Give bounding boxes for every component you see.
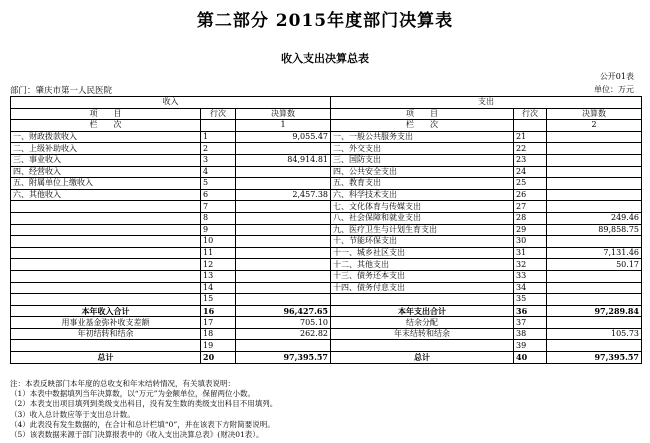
expense-item: 一、一般公共服务支出 <box>331 131 514 143</box>
page-title: 第二部分 2015年度部门决算表 <box>196 11 454 31</box>
income-row-number: 8 <box>201 212 236 224</box>
expense-row-number: 38 <box>514 328 547 340</box>
income-amount <box>236 236 331 248</box>
expense-item: 十、节能环保支出 <box>331 236 514 248</box>
note-line: 注：本表反映部门本年度的总收支和年末结转情况，有关填表说明： <box>10 379 235 388</box>
expense-row-number: 21 <box>514 131 547 143</box>
income-amount <box>236 340 331 352</box>
income-row-number: 7 <box>201 201 236 213</box>
expense-row-number: 31 <box>514 247 547 259</box>
income-item-header: 项 目 <box>11 108 201 120</box>
expense-item: 年末结转和结余 <box>331 328 514 340</box>
expense-amount <box>547 178 642 190</box>
table-row <box>11 178 642 190</box>
income-row-number: 3 <box>201 154 236 166</box>
income-row-number: 20 <box>201 352 236 364</box>
table-row <box>11 143 642 155</box>
expense-row-number: 29 <box>514 224 547 236</box>
expense-amount <box>547 166 642 178</box>
income-row-number: 17 <box>201 317 236 329</box>
expense-item: 十二、其他支出 <box>331 259 514 271</box>
expense-amount <box>547 317 642 329</box>
income-row-number: 4 <box>201 166 236 178</box>
expense-item: 三、国防支出 <box>331 154 514 166</box>
table-row <box>11 317 642 329</box>
table-row <box>11 247 642 259</box>
table-row <box>11 340 642 352</box>
income-amount <box>236 143 331 155</box>
table-row <box>11 189 642 201</box>
expense-amount: 97,289.84 <box>547 305 642 317</box>
table-row <box>11 154 642 166</box>
expense-amount: 105.73 <box>547 328 642 340</box>
table-row <box>11 270 642 282</box>
income-item <box>11 236 201 248</box>
income-amount: 96,427.65 <box>236 305 331 317</box>
income-item: 用事业基金弥补收支差额 <box>11 317 201 329</box>
expense-column-number: 2 <box>547 120 642 132</box>
note-line: （2）本表支出项目填列到类级支出科目，没有发生数的类级支出科目不用填列。 <box>10 399 278 409</box>
income-row-number: 13 <box>201 270 236 282</box>
income-item <box>11 294 201 306</box>
expense-item: 八、社会保障和就业支出 <box>331 212 514 224</box>
income-row-number: 5 <box>201 178 236 190</box>
income-header: 收入 <box>11 97 331 109</box>
income-item: 一、财政拨款收入 <box>11 131 201 143</box>
form-number: 公开01表 <box>599 72 634 81</box>
expense-item: 二、外交支出 <box>331 143 514 155</box>
income-item: 四、经营收入 <box>11 166 201 178</box>
income-row-number: 15 <box>201 294 236 306</box>
income-row-number: 19 <box>201 340 236 352</box>
expense-row-number: 27 <box>514 201 547 213</box>
expense-amount <box>547 270 642 282</box>
table-row <box>11 305 642 317</box>
note-line: （5）该表数据来源于部门决算报表中的《收入支出决算总表》(财决01表）。 <box>10 430 264 440</box>
expense-item: 本年支出合计 <box>331 305 514 317</box>
expense-item: 十四、债务付息支出 <box>331 282 514 294</box>
income-item <box>11 270 201 282</box>
income-amount: 705.10 <box>236 317 331 329</box>
table-row <box>11 259 642 271</box>
expense-row-number: 36 <box>514 305 547 317</box>
table-row <box>11 131 642 143</box>
expense-amount <box>547 154 642 166</box>
income-item: 五、附属单位上缴收入 <box>11 178 201 190</box>
income-amount <box>236 282 331 294</box>
expense-amount <box>547 143 642 155</box>
table-title: 收入支出决算总表 <box>281 52 369 65</box>
expense-item: 总计 <box>331 352 514 364</box>
table-row <box>11 166 642 178</box>
expense-amount <box>547 282 642 294</box>
income-amount: 9,055.47 <box>236 131 331 143</box>
income-item: 三、事业收入 <box>11 154 201 166</box>
expense-row-number: 35 <box>514 294 547 306</box>
income-item: 总计 <box>11 352 201 364</box>
income-amount <box>236 247 331 259</box>
income-amount <box>236 178 331 190</box>
expense-amount <box>547 294 642 306</box>
income-item <box>11 259 201 271</box>
income-row-number: 12 <box>201 259 236 271</box>
unit-label: 单位：万元 <box>594 85 634 94</box>
expense-row-number: 37 <box>514 317 547 329</box>
income-row-number: 11 <box>201 247 236 259</box>
income-column-number: 1 <box>236 120 331 132</box>
expense-row-number: 34 <box>514 282 547 294</box>
income-row-number: 14 <box>201 282 236 294</box>
table-row <box>11 328 642 340</box>
income-item <box>11 224 201 236</box>
expense-item: 四、公共安全支出 <box>331 166 514 178</box>
income-row-number: 2 <box>201 143 236 155</box>
expense-item: 六、科学技术支出 <box>331 189 514 201</box>
expense-row-number: 39 <box>514 340 547 352</box>
income-column-blank <box>201 120 236 132</box>
expense-rowno-header: 行次 <box>514 108 547 120</box>
table-row <box>11 212 642 224</box>
expense-item: 十一、城乡社区支出 <box>331 247 514 259</box>
income-amount: 97,395.57 <box>236 352 331 364</box>
expense-amount <box>547 201 642 213</box>
income-item <box>11 340 201 352</box>
expense-row-number: 32 <box>514 259 547 271</box>
expense-amount <box>547 340 642 352</box>
note-line: （1）本表中数据填列当年决算数，以“万元”为金额单位，保留两位小数。 <box>10 389 255 399</box>
table-row <box>11 201 642 213</box>
income-expense-table <box>10 96 642 364</box>
expense-header: 支出 <box>331 97 642 109</box>
expense-amount: 97,395.57 <box>547 352 642 364</box>
income-row-number: 10 <box>201 236 236 248</box>
table-row <box>11 294 642 306</box>
table-row <box>11 352 642 364</box>
table-notes <box>10 379 277 440</box>
expense-item: 九、医疗卫生与计划生育支出 <box>331 224 514 236</box>
income-amount: 2,457.38 <box>236 189 331 201</box>
income-item <box>11 212 201 224</box>
income-amount <box>236 294 331 306</box>
expense-amount: 7,131.46 <box>547 247 642 259</box>
table-row <box>11 236 642 248</box>
expense-item: 七、文化体育与传媒支出 <box>331 201 514 213</box>
income-item <box>11 201 201 213</box>
expense-row-number: 23 <box>514 154 547 166</box>
income-item: 六、其他收入 <box>11 189 201 201</box>
expense-row-number: 26 <box>514 189 547 201</box>
expense-amount <box>547 236 642 248</box>
income-amount: 84,914.81 <box>236 154 331 166</box>
income-amount <box>236 270 331 282</box>
expense-amount: 249.46 <box>547 212 642 224</box>
expense-row-number: 40 <box>514 352 547 364</box>
table-row <box>11 224 642 236</box>
income-item <box>11 247 201 259</box>
expense-item: 结余分配 <box>331 317 514 329</box>
income-amount <box>236 212 331 224</box>
income-column-label: 栏 次 <box>11 120 201 132</box>
income-item: 年初结转和结余 <box>11 328 201 340</box>
expense-amount-header: 决算数 <box>547 108 642 120</box>
expense-row-number: 24 <box>514 166 547 178</box>
table-row <box>11 282 642 294</box>
income-item <box>11 282 201 294</box>
income-item: 本年收入合计 <box>11 305 201 317</box>
income-row-number: 1 <box>201 131 236 143</box>
income-amount <box>236 201 331 213</box>
expense-column-blank <box>514 120 547 132</box>
expense-amount: 50.17 <box>547 259 642 271</box>
expense-amount <box>547 189 642 201</box>
income-row-number: 6 <box>201 189 236 201</box>
expense-row-number: 30 <box>514 236 547 248</box>
expense-row-number: 25 <box>514 178 547 190</box>
expense-item-header: 项 目 <box>331 108 514 120</box>
income-amount <box>236 259 331 271</box>
income-rowno-header: 行次 <box>201 108 236 120</box>
note-line: （4）此表没有发生数据的，在合计和总计栏填“0”，并在该表下方附简要说明。 <box>10 419 275 429</box>
income-row-number: 16 <box>201 305 236 317</box>
expense-column-label: 栏 次 <box>331 120 514 132</box>
expense-item <box>331 340 514 352</box>
income-row-number: 9 <box>201 224 236 236</box>
expense-item <box>331 294 514 306</box>
expense-row-number: 22 <box>514 143 547 155</box>
income-item: 二、上级补助收入 <box>11 143 201 155</box>
income-amount <box>236 166 331 178</box>
department-label: 部门：肇庆市第一人民医院 <box>10 86 113 96</box>
expense-row-number: 28 <box>514 212 547 224</box>
income-amount <box>236 224 331 236</box>
expense-row-number: 33 <box>514 270 547 282</box>
expense-amount: 89,858.75 <box>547 224 642 236</box>
income-row-number: 18 <box>201 328 236 340</box>
income-amount: 262.82 <box>236 328 331 340</box>
expense-item: 五、教育支出 <box>331 178 514 190</box>
expense-item: 十三、债务还本支出 <box>331 270 514 282</box>
income-amount-header: 决算数 <box>236 108 331 120</box>
note-line: （3）收入总计数应等于支出总计数。 <box>10 409 135 419</box>
expense-amount <box>547 131 642 143</box>
